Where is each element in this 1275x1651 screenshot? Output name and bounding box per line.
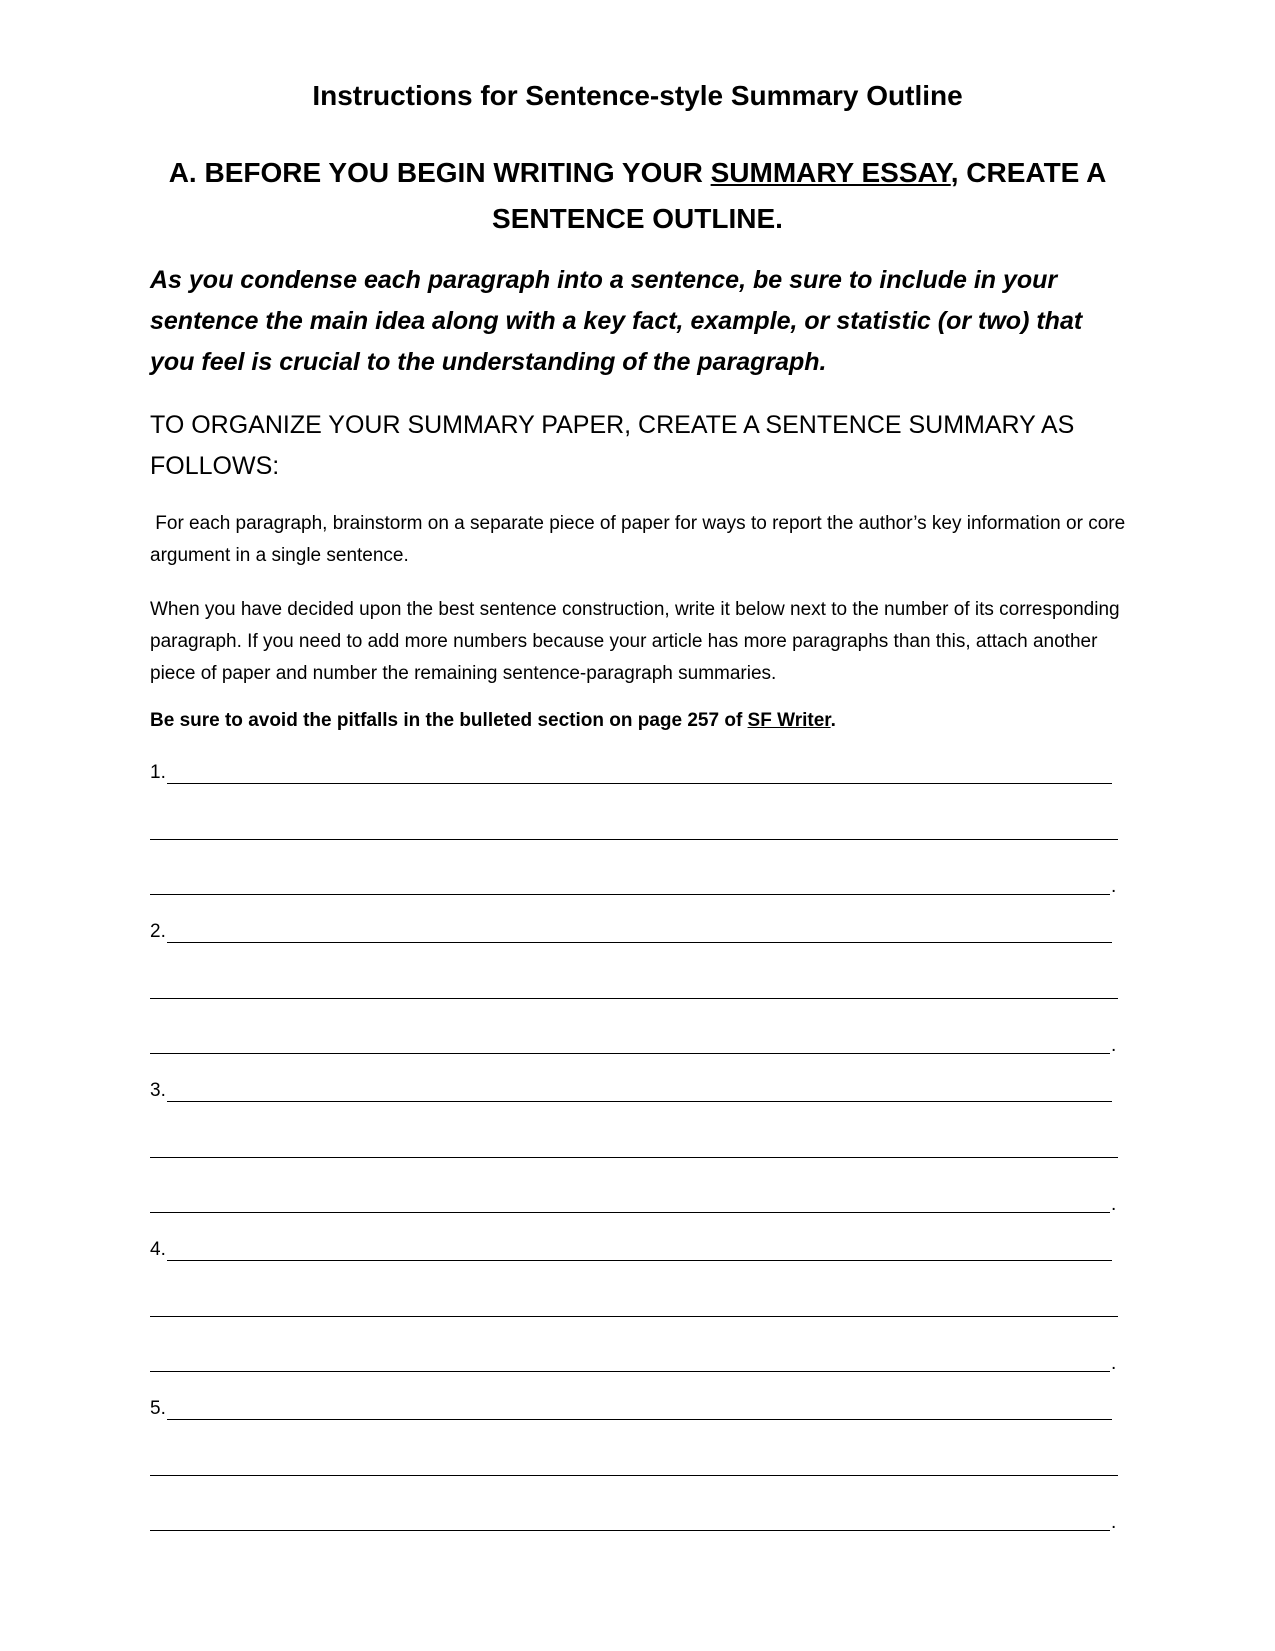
answer-line[interactable] [167, 1419, 1112, 1420]
answer-line[interactable] [167, 942, 1112, 943]
entry-period: . [1111, 1512, 1117, 1533]
entry-number: 1. [150, 762, 166, 783]
entry-number: 3. [150, 1080, 166, 1101]
answer-line[interactable] [167, 1101, 1112, 1102]
answer-line[interactable] [150, 839, 1118, 840]
answer-line[interactable] [150, 1157, 1118, 1158]
answer-line[interactable] [150, 1475, 1118, 1476]
entry-number: 5. [150, 1398, 166, 1419]
entry-period: . [1111, 1353, 1117, 1374]
answer-line[interactable] [150, 894, 1110, 895]
section-heading-prefix: A. BEFORE YOU BEGIN WRITING YOUR [168, 157, 711, 188]
answer-line[interactable] [150, 998, 1118, 999]
entry-number: 4. [150, 1239, 166, 1260]
section-heading-underlined: SUMMARY ESSAY [710, 157, 951, 188]
answer-line[interactable] [167, 1260, 1112, 1261]
answer-line[interactable] [150, 1053, 1110, 1054]
entry-period: . [1111, 876, 1117, 897]
construction-paragraph: When you have decided upon the best sentence construction, write it below next to the number of its corresponding paragraph. If you need to add more numbers because your article has more paragraphs than this, attach another piece of paper and number the remaining sentence-paragraph summaries. [150, 599, 1120, 684]
entry-period: . [1111, 1194, 1117, 1215]
section-heading [120, 150, 1155, 242]
organize-instruction: TO ORGANIZE YOUR SUMMARY PAPER, CREATE A SENTENCE SUMMARY AS FOLLOWS: [150, 411, 1075, 480]
answer-line[interactable] [150, 1212, 1110, 1213]
section-heading-suffix: , CREATE A SENTENCE OUTLINE. [492, 157, 1107, 234]
pitfalls-suffix: . [830, 710, 836, 731]
emphasis-instruction: As you condense each paragraph into a sentence, be sure to include in your sentence the main idea along with a key fact, example, or statistic (or two) that you feel is crucial to the understanding of the paragraph. [150, 266, 1083, 376]
brainstorm-paragraph: For each paragraph, brainstorm on a separate piece of paper for ways to report the author’s key information or core argument in a single sentence. [150, 513, 1131, 566]
book-title: SF Writer [747, 710, 831, 731]
page-title: Instructions for Sentence-style Summary Outline [312, 80, 963, 111]
answer-line[interactable] [167, 783, 1112, 784]
pitfalls-note [150, 710, 1130, 732]
answer-line[interactable] [150, 1371, 1110, 1372]
entry-period: . [1111, 1035, 1117, 1056]
answer-line[interactable] [150, 1316, 1118, 1317]
pitfalls-prefix: Be sure to avoid the pitfalls in the bulleted section on page 257 of [150, 710, 748, 731]
answer-line[interactable] [150, 1530, 1110, 1531]
entry-number: 2. [150, 921, 166, 942]
